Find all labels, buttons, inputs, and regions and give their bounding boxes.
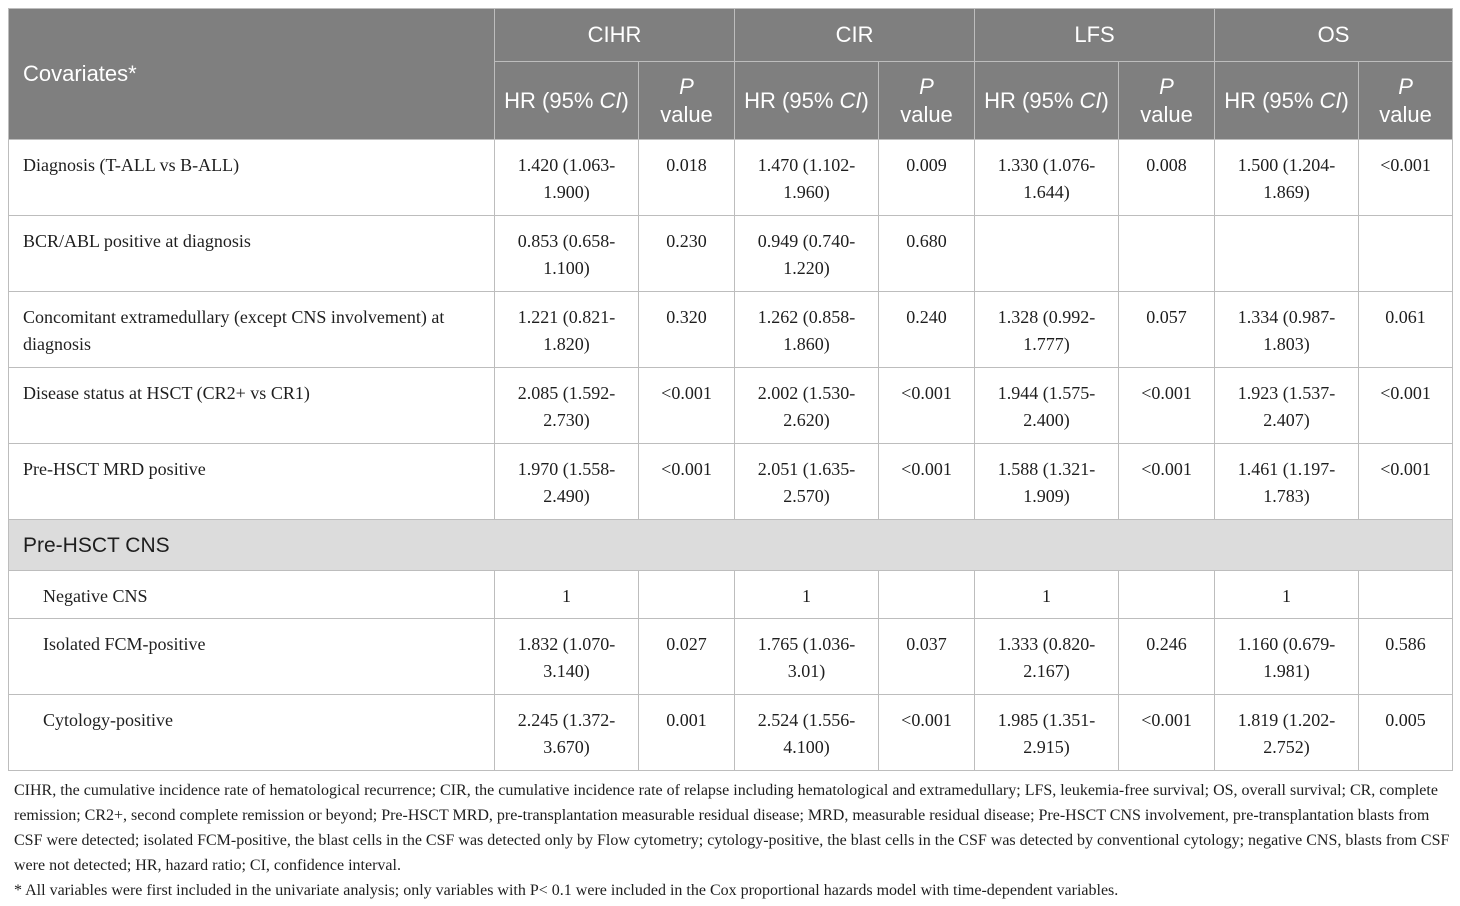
hr-ci-header: HR (95% CI) (495, 62, 639, 140)
p-value-cell: <0.001 (1359, 368, 1453, 444)
group-row (9, 520, 1453, 571)
p-value-cell (879, 571, 975, 619)
table-row (9, 140, 1453, 216)
p-value-cell: 0.246 (1119, 619, 1215, 695)
p-value-cell: <0.001 (1119, 444, 1215, 520)
hr-ci-cell: 1.262 (0.858-1.860) (735, 292, 879, 368)
hr-ci-cell: 1 (735, 571, 879, 619)
covariate-label: Isolated FCM-positive (9, 619, 495, 695)
p-value-cell: 0.240 (879, 292, 975, 368)
hr-ci-cell: 2.524 (1.556-4.100) (735, 695, 879, 771)
table-row (9, 444, 1453, 520)
p-value-cell: <0.001 (879, 444, 975, 520)
abbreviations-note: CIHR, the cumulative incidence rate of hematological recurrence; CIR, the cumulative incidence rate of relapse including hematological and extramedullary; LFS, leukemia-free survival; OS, overall survival; CR, complete remission; CR2+, second complete remission or beyond; Pre-HSCT MRD, pre-transplantation measurable residual disease; MRD, measurable residual disease; Pre-HSCT CNS involvement, pre-transplantation blasts from CSF were detected; isolated FCM-positive, the blast cells in the CSF was detected only by Flow cytometry; cytology-positive, the blast cells in the CSF was detected by conventional cytology; negative CNS, blasts from CSF were not detected; HR, hazard ratio; CI, confidence interval. (14, 782, 1450, 874)
hr-ci-cell: 1.832 (1.070-3.140) (495, 619, 639, 695)
p-value-cell: 0.018 (639, 140, 735, 216)
p-value-cell (1119, 216, 1215, 292)
p-value-header: P value (1119, 62, 1215, 140)
hr-ci-cell: 2.245 (1.372-3.670) (495, 695, 639, 771)
covariate-label: Concomitant extramedullary (except CNS involvement) at diagnosis (9, 292, 495, 368)
p-value-cell: 0.005 (1359, 695, 1453, 771)
p-value-cell: 0.230 (639, 216, 735, 292)
hr-ci-cell: 1 (1215, 571, 1359, 619)
hr-ci-cell: 1.970 (1.558-2.490) (495, 444, 639, 520)
hr-ci-cell: 0.949 (0.740-1.220) (735, 216, 879, 292)
covariate-label: Diagnosis (T-ALL vs B-ALL) (9, 140, 495, 216)
p-value-cell: 0.680 (879, 216, 975, 292)
group-header-cir: CIR (735, 9, 975, 62)
p-value-cell: 0.037 (879, 619, 975, 695)
group-header-cihr: CIHR (495, 9, 735, 62)
hr-ci-cell: 1.328 (0.992-1.777) (975, 292, 1119, 368)
p-value-cell: 0.586 (1359, 619, 1453, 695)
p-value-cell: <0.001 (1359, 140, 1453, 216)
hr-ci-cell: 1.160 (0.679-1.981) (1215, 619, 1359, 695)
covariate-label: Negative CNS (9, 571, 495, 619)
p-value-header: P value (879, 62, 975, 140)
p-value-cell: 0.008 (1119, 140, 1215, 216)
hr-ci-cell: 1.819 (1.202-2.752) (1215, 695, 1359, 771)
p-value-cell: <0.001 (879, 368, 975, 444)
p-value-cell: <0.001 (1359, 444, 1453, 520)
p-value-cell: 0.001 (639, 695, 735, 771)
hr-ci-cell: 0.853 (0.658-1.100) (495, 216, 639, 292)
hr-ci-cell: 1 (495, 571, 639, 619)
hr-ci-cell: 1.500 (1.204-1.869) (1215, 140, 1359, 216)
p-value-cell: 0.057 (1119, 292, 1215, 368)
covariate-label: Disease status at HSCT (CR2+ vs CR1) (9, 368, 495, 444)
covariate-label: BCR/ABL positive at diagnosis (9, 216, 495, 292)
table-row (9, 619, 1453, 695)
hr-ci-cell: 1.470 (1.102-1.960) (735, 140, 879, 216)
table-row (9, 216, 1453, 292)
hr-ci-cell: 1.985 (1.351-2.915) (975, 695, 1119, 771)
hr-ci-cell: 2.085 (1.592-2.730) (495, 368, 639, 444)
hr-ci-cell: 2.002 (1.530-2.620) (735, 368, 879, 444)
table-row (9, 695, 1453, 771)
hr-ci-cell (975, 216, 1119, 292)
p-value-cell: 0.027 (639, 619, 735, 695)
group-header-lfs: LFS (975, 9, 1215, 62)
table-row (9, 571, 1453, 619)
hr-ci-cell: 1 (975, 571, 1119, 619)
hr-ci-cell: 1.420 (1.063-1.900) (495, 140, 639, 216)
hr-ci-cell: 1.944 (1.575-2.400) (975, 368, 1119, 444)
hr-ci-header: HR (95% CI) (975, 62, 1119, 140)
covariate-label: Pre-HSCT MRD positive (9, 444, 495, 520)
hr-ci-cell (1215, 216, 1359, 292)
p-value-cell: <0.001 (879, 695, 975, 771)
hr-ci-cell: 1.221 (0.821-1.820) (495, 292, 639, 368)
hr-ci-cell: 1.923 (1.537-2.407) (1215, 368, 1359, 444)
p-value-cell (1359, 571, 1453, 619)
p-value-cell: 0.320 (639, 292, 735, 368)
covariates-header: Covariates* (9, 9, 495, 140)
hr-ci-cell: 1.334 (0.987-1.803) (1215, 292, 1359, 368)
p-value-cell: <0.001 (639, 368, 735, 444)
p-value-cell (1119, 571, 1215, 619)
hr-ci-header: HR (95% CI) (1215, 62, 1359, 140)
hr-ci-cell: 1.333 (0.820-2.167) (975, 619, 1119, 695)
group-label: Pre-HSCT CNS (9, 520, 1453, 571)
p-value-cell: <0.001 (639, 444, 735, 520)
p-value-cell: <0.001 (1119, 368, 1215, 444)
p-value-cell: 0.009 (879, 140, 975, 216)
hr-ci-cell: 2.051 (1.635-2.570) (735, 444, 879, 520)
hr-ci-cell: 1.461 (1.197-1.783) (1215, 444, 1359, 520)
cox-regression-table (8, 8, 1453, 771)
results-table-container (8, 8, 1452, 771)
table-row (9, 292, 1453, 368)
covariate-label: Cytology-positive (9, 695, 495, 771)
hr-ci-cell: 1.330 (1.076-1.644) (975, 140, 1119, 216)
table-row (9, 368, 1453, 444)
group-header-os: OS (1215, 9, 1453, 62)
table-header (9, 9, 1453, 140)
p-value-header: P value (639, 62, 735, 140)
hr-ci-header: HR (95% CI) (735, 62, 879, 140)
p-value-cell: 0.061 (1359, 292, 1453, 368)
hr-ci-cell: 1.765 (1.036-3.01) (735, 619, 879, 695)
p-value-cell: <0.001 (1119, 695, 1215, 771)
table-notes (14, 778, 1450, 903)
footnote: * All variables were first included in the univariate analysis; only variables with P< 0.1 were included in the Cox proportional hazards model with time-dependent variables. (14, 882, 1119, 899)
hr-ci-cell: 1.588 (1.321-1.909) (975, 444, 1119, 520)
p-value-cell (639, 571, 735, 619)
p-value-header: P value (1359, 62, 1453, 140)
p-value-cell (1359, 216, 1453, 292)
